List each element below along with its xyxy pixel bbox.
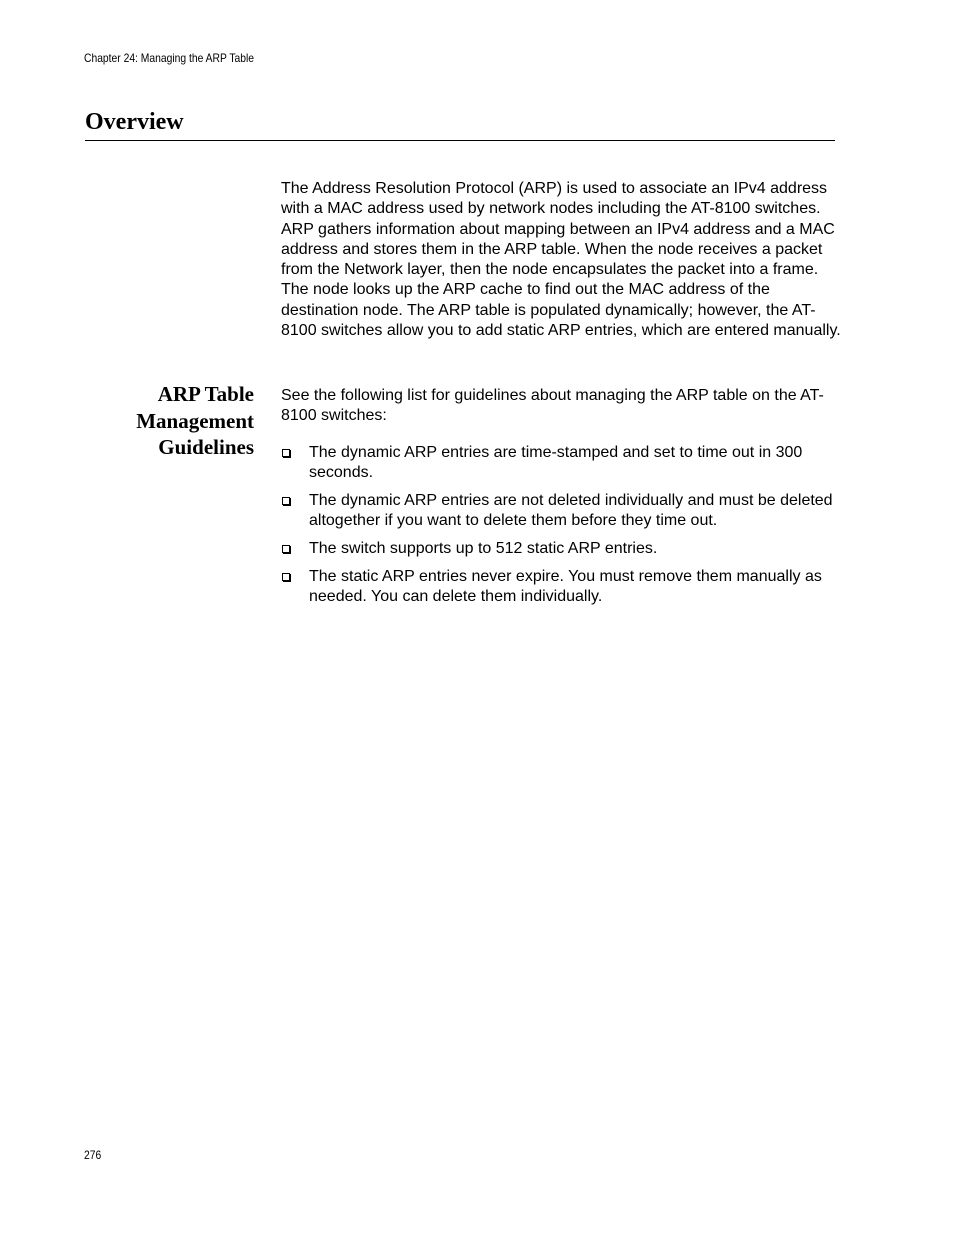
running-header: Chapter 24: Managing the ARP Table <box>84 51 255 65</box>
list-item-text: The dynamic ARP entries are not deleted individually and must be deleted altogether if you want to delete them before they time out. <box>309 492 833 530</box>
page-number: 276 <box>84 1148 102 1162</box>
guidelines-heading-line: Guidelines <box>158 435 254 459</box>
list-item <box>281 567 841 608</box>
checkbox-bullet-icon <box>282 545 290 553</box>
list-item <box>281 491 841 532</box>
overview-paragraph: The Address Resolution Protocol (ARP) is used to associate an IPv4 address with a MAC address used by network nodes including the AT-8100 switches. ARP gathers information about mapping between an IPv4 address and a MAC address and stores them in the ARP table. When the node receives a packet from the Network layer, then the node encapsulates the packet into a frame. The node looks up the ARP cache to find out the MAC address of the destination node. The ARP table is populated dynamically; however, the AT-8100 switches allow you to add static ARP entries, which are entered manually. <box>281 180 841 340</box>
title-rule <box>85 140 835 141</box>
guidelines-intro: See the following list for guidelines about managing the ARP table on the AT-8100 switches: <box>281 387 824 425</box>
guidelines-heading-line: ARP Table <box>157 382 254 406</box>
list-item <box>281 443 841 484</box>
list-item <box>281 539 841 559</box>
guidelines-heading-line: Management <box>136 408 254 433</box>
list-item-text: The static ARP entries never expire. You must remove them manually as needed. You can delete them individually. <box>309 567 822 606</box>
checkbox-bullet-icon <box>282 497 290 505</box>
checkbox-bullet-icon <box>282 449 290 457</box>
guidelines-heading <box>84 381 254 461</box>
list-item-text: The switch supports up to 512 static ARP entries. <box>309 540 658 558</box>
checkbox-bullet-icon <box>282 573 290 581</box>
list-item-text: The dynamic ARP entries are time-stamped and set to time out in 300 seconds. <box>309 444 803 482</box>
guidelines-list <box>281 443 841 615</box>
section-title: Overview <box>85 109 184 135</box>
